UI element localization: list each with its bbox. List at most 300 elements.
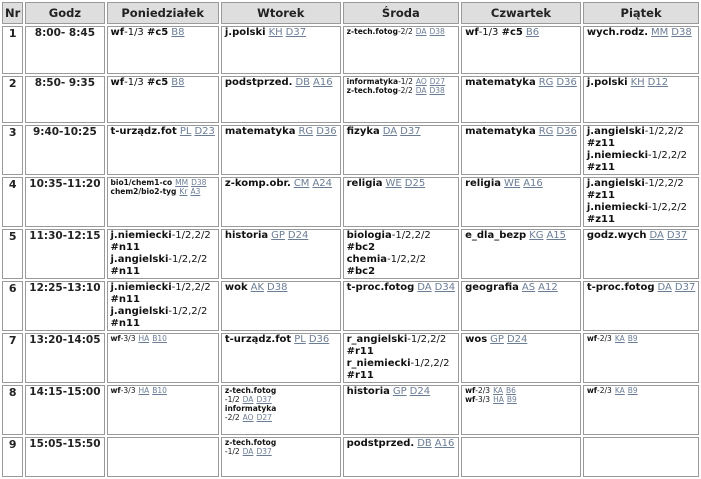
teacher-link[interactable]: AO: [242, 413, 254, 422]
lesson-cell-piatek: [583, 385, 699, 435]
subject-name: t-urządz.fot: [224, 334, 292, 345]
subject-name: geografia: [465, 282, 519, 293]
room-link[interactable]: A16: [313, 77, 333, 88]
subject-name: j.niemiecki: [586, 150, 649, 161]
room-link[interactable]: D37: [256, 395, 272, 404]
teacher-link[interactable]: CM: [293, 178, 310, 189]
lesson-row: [2, 229, 699, 279]
header-wtorek: Wtorek: [221, 2, 341, 24]
teacher-link[interactable]: KH: [630, 77, 645, 88]
lesson-cell-sroda: [343, 177, 459, 227]
lesson-cell-sroda: [343, 385, 459, 435]
lesson-number: 3: [2, 125, 23, 175]
subject-name: matematyka: [224, 126, 296, 137]
lesson-entry: [465, 386, 577, 395]
room-link[interactable]: D36: [316, 126, 337, 137]
subject-name: j.angielski: [586, 178, 645, 189]
lesson-cell-wtorek: [221, 333, 341, 383]
teacher-link[interactable]: HA: [493, 395, 504, 404]
teacher-link[interactable]: KA: [614, 386, 625, 395]
lesson-entry: [465, 77, 577, 89]
room-link[interactable]: D38: [429, 27, 445, 36]
teacher-link[interactable]: DA: [649, 230, 664, 241]
lesson-cell-czwartek: [461, 281, 581, 331]
lesson-row: [2, 76, 699, 123]
subject-name: z-tech.fotog: [346, 86, 398, 95]
lesson-entry: [111, 27, 215, 39]
group-label: -2/2: [224, 413, 240, 422]
lesson-cell-sroda: [343, 26, 459, 74]
lesson-entry: [465, 282, 577, 294]
subject-name: historia: [224, 230, 269, 241]
teacher-link[interactable]: MM: [651, 27, 669, 38]
group-label: -1/2,2/2: [644, 178, 684, 189]
lesson-row: [2, 437, 699, 477]
subject-name: chemia: [346, 254, 388, 265]
class-code: #c5: [146, 27, 169, 38]
teacher-link[interactable]: RG: [538, 126, 554, 137]
teacher-link[interactable]: DA: [382, 126, 398, 137]
lesson-row: [2, 26, 699, 74]
lesson-time: 8:50- 9:35: [25, 76, 104, 123]
subject-name: z-tech.fotog: [224, 438, 277, 447]
lesson-cell-czwartek: [461, 229, 581, 279]
lesson-cell-poniedzialek: [107, 76, 219, 123]
teacher-link[interactable]: PL: [294, 334, 306, 345]
lesson-entry: [347, 386, 455, 398]
subject-name: wok: [224, 282, 248, 293]
subject-name: fizyka: [346, 126, 380, 137]
lesson-entry: [347, 254, 455, 266]
room-link[interactable]: D37: [285, 27, 307, 38]
subject-name: wf: [465, 395, 476, 404]
teacher-link[interactable]: DB: [417, 438, 432, 449]
class-code: #z11: [586, 190, 615, 201]
room-link[interactable]: A16: [523, 178, 543, 189]
lesson-cell-piatek: [583, 76, 699, 123]
lesson-number: 1: [2, 26, 23, 74]
room-link[interactable]: D34: [434, 282, 456, 293]
lesson-entry: [587, 162, 695, 174]
lesson-cell-piatek: [583, 125, 699, 175]
subject-name: wf: [465, 386, 476, 395]
lesson-entry: [465, 230, 577, 242]
teacher-link[interactable]: RG: [298, 126, 314, 137]
lesson-cell-sroda: [343, 437, 459, 477]
lesson-entry: [111, 282, 215, 294]
room-link[interactable]: D24: [506, 334, 528, 345]
teacher-link[interactable]: B6: [525, 27, 540, 38]
group-label: -1/2: [398, 77, 413, 86]
room-link[interactable]: B10: [152, 386, 167, 395]
lesson-cell-poniedzialek: [107, 437, 219, 477]
room-link[interactable]: B6: [506, 386, 516, 395]
timetable-body: [2, 26, 699, 477]
lesson-entry: [225, 404, 337, 413]
lesson-time: 9:40-10:25: [25, 125, 104, 175]
lesson-entry: [347, 230, 455, 242]
lesson-entry: [225, 230, 337, 242]
group-label: -1/3: [124, 27, 144, 38]
lesson-cell-czwartek: [461, 26, 581, 74]
subject-name: wf: [110, 77, 125, 88]
lesson-entry: [111, 266, 215, 278]
lesson-entry: [111, 386, 215, 395]
subject-name: j.angielski: [110, 254, 169, 265]
lesson-row: [2, 125, 699, 175]
header-row: [2, 2, 699, 24]
class-code: #bc2: [346, 266, 376, 277]
teacher-link[interactable]: HA: [138, 386, 150, 395]
lesson-cell-sroda: [343, 281, 459, 331]
lesson-cell-czwartek: [461, 177, 581, 227]
room-link[interactable]: D25: [404, 178, 426, 189]
group-label: -1/2,2/2: [391, 230, 431, 241]
room-link[interactable]: B9: [627, 386, 638, 395]
room-link[interactable]: D24: [287, 230, 309, 241]
class-code: #r11: [346, 346, 374, 357]
room-link[interactable]: D23: [194, 126, 215, 137]
lesson-entry: [225, 282, 337, 294]
room-link[interactable]: A16: [434, 438, 455, 449]
lesson-cell-piatek: [583, 177, 699, 227]
class-code: #r11: [346, 370, 374, 381]
lesson-entry: [587, 202, 695, 214]
lesson-entry: [465, 27, 577, 39]
subject-name: r_angielski: [346, 334, 408, 345]
group-label: -2/3: [597, 334, 612, 343]
lesson-number: 8: [2, 385, 23, 435]
lesson-row: [2, 281, 699, 331]
subject-name: wf: [465, 27, 479, 38]
lesson-entry: [465, 126, 577, 138]
lesson-number: 7: [2, 333, 23, 383]
subject-name: chem2/bio2-tyg: [110, 187, 177, 196]
room-link[interactable]: A15: [546, 230, 567, 241]
class-code: #z11: [586, 138, 615, 149]
lesson-entry: [111, 294, 215, 306]
teacher-link[interactable]: GP: [271, 230, 285, 241]
group-label: -2/2: [397, 86, 413, 95]
teacher-link[interactable]: AŚ: [521, 282, 536, 293]
lesson-time: 13:20-14:05: [25, 333, 104, 383]
subject-name: religia: [346, 178, 383, 189]
teacher-link[interactable]: DA: [415, 27, 427, 36]
teacher-link[interactable]: Kr: [179, 187, 188, 196]
lesson-cell-wtorek: [221, 385, 341, 435]
room-link[interactable]: D36: [556, 126, 577, 137]
group-label: -1/2,2/2: [648, 150, 688, 161]
group-label: -1/2,2/2: [171, 230, 211, 241]
lesson-cell-poniedzialek: [107, 281, 219, 331]
room-link[interactable]: D37: [674, 282, 696, 293]
lesson-number: 6: [2, 281, 23, 331]
lesson-entry: [111, 178, 215, 187]
lesson-entry: [347, 282, 455, 294]
lesson-cell-poniedzialek: [107, 26, 219, 74]
lesson-entry: [347, 178, 455, 190]
lesson-entry: [347, 346, 455, 358]
group-label: -1/2,2/2: [171, 282, 211, 293]
lesson-entry: [587, 77, 695, 89]
lesson-entry: [587, 230, 695, 242]
header-piatek: Piątek: [583, 2, 699, 24]
room-link[interactable]: D38: [267, 282, 288, 293]
teacher-link[interactable]: KH: [268, 27, 283, 38]
teacher-link[interactable]: DA: [242, 447, 254, 456]
lesson-time: 15:05-15:50: [25, 437, 104, 477]
room-link[interactable]: D27: [429, 77, 446, 86]
teacher-link[interactable]: WE: [504, 178, 521, 189]
teacher-link[interactable]: B8: [171, 27, 185, 38]
lesson-entry: [225, 178, 337, 190]
teacher-link[interactable]: GP: [490, 334, 504, 345]
header-godz: Godz: [25, 2, 104, 24]
group-label: -2/3: [597, 386, 612, 395]
lesson-entry: [111, 318, 215, 330]
teacher-link[interactable]: GP: [392, 386, 407, 397]
lesson-entry: [111, 334, 215, 343]
room-link[interactable]: D38: [191, 178, 207, 187]
class-code: #bc2: [346, 242, 376, 253]
room-link[interactable]: D36: [556, 77, 577, 88]
lesson-cell-wtorek: [221, 177, 341, 227]
lesson-cell-piatek: [583, 437, 699, 477]
lesson-cell-sroda: [343, 229, 459, 279]
subject-name: godz.wych: [586, 230, 647, 241]
lesson-entry: [111, 187, 215, 196]
lesson-entry: [347, 77, 455, 86]
lesson-cell-wtorek: [221, 125, 341, 175]
lesson-cell-czwartek: [461, 385, 581, 435]
subject-name: j.polski: [586, 77, 628, 88]
lesson-entry: [225, 386, 337, 395]
lesson-entry: [347, 242, 455, 254]
lesson-number: 2: [2, 76, 23, 123]
subject-name: j.niemiecki: [110, 230, 172, 241]
subject-name: wf: [110, 386, 121, 395]
teacher-link[interactable]: KA: [493, 386, 503, 395]
lesson-cell-sroda: [343, 333, 459, 383]
lesson-entry: [111, 242, 215, 254]
teacher-link[interactable]: DA: [415, 86, 427, 95]
lesson-entry: [111, 254, 215, 266]
subject-name: z-tech.fotog: [346, 27, 398, 36]
lesson-entry: [225, 395, 337, 404]
lesson-row: [2, 385, 699, 435]
lesson-time: 11:30-12:15: [25, 229, 104, 279]
subject-name: podstprzed.: [224, 77, 293, 88]
subject-name: t-proc.fotog: [586, 282, 655, 293]
lesson-cell-wtorek: [221, 281, 341, 331]
lesson-cell-wtorek: [221, 26, 341, 74]
room-link[interactable]: D38: [671, 27, 692, 38]
lesson-entry: [225, 126, 337, 138]
lesson-entry: [587, 386, 695, 395]
class-code: #n11: [110, 294, 140, 305]
lesson-number: 9: [2, 437, 23, 477]
group-label: -1/2,2/2: [648, 202, 688, 213]
lesson-entry: [111, 126, 215, 138]
subject-name: z-komp.obr.: [224, 178, 291, 189]
lesson-cell-czwartek: [461, 333, 581, 383]
group-label: -1/3: [478, 27, 499, 38]
lesson-entry: [347, 266, 455, 278]
group-label: -1/2,2/2: [410, 358, 450, 369]
room-link[interactable]: B9: [506, 395, 517, 404]
lesson-entry: [225, 447, 337, 456]
room-link[interactable]: D37: [256, 447, 272, 456]
lesson-entry: [347, 358, 455, 370]
lesson-cell-piatek: [583, 229, 699, 279]
group-label: -1/2: [224, 395, 240, 404]
subject-name: z-tech.fotog: [224, 386, 277, 395]
subject-name: podstprzed.: [346, 438, 415, 449]
subject-name: bio1/chem1-co: [110, 178, 173, 187]
header-sroda: Środa: [343, 2, 459, 24]
class-code: #z11: [586, 214, 615, 225]
subject-name: wf: [586, 334, 598, 343]
room-link[interactable]: B10: [152, 334, 167, 343]
header-poniedzialek: Poniedziałek: [107, 2, 219, 24]
group-label: -3/3: [475, 395, 491, 404]
teacher-link[interactable]: WE: [385, 178, 402, 189]
lesson-cell-czwartek: [461, 125, 581, 175]
class-code: #n11: [110, 266, 140, 277]
header-czwartek: Czwartek: [461, 2, 581, 24]
room-link[interactable]: D27: [256, 413, 272, 422]
room-link[interactable]: A12: [538, 282, 558, 293]
group-label: -1/3: [124, 77, 144, 88]
teacher-link[interactable]: B8: [171, 77, 185, 88]
lesson-entry: [465, 395, 577, 404]
subject-name: j.niemiecki: [586, 202, 649, 213]
subject-name: informatyka: [346, 77, 399, 86]
room-link[interactable]: A24: [312, 178, 333, 189]
subject-name: r_niemiecki: [346, 358, 411, 369]
room-link[interactable]: D12: [647, 77, 669, 88]
lesson-cell-wtorek: [221, 229, 341, 279]
subject-name: matematyka: [465, 77, 536, 88]
group-label: -1/2,2/2: [644, 126, 684, 137]
class-code: #n11: [110, 318, 140, 329]
lesson-entry: [225, 77, 337, 89]
lesson-entry: [347, 126, 455, 138]
lesson-cell-czwartek: [461, 437, 581, 477]
room-link[interactable]: D37: [666, 230, 688, 241]
room-link[interactable]: D38: [429, 86, 445, 95]
teacher-link[interactable]: DA: [657, 282, 672, 293]
subject-name: wych.rodz.: [586, 27, 649, 38]
subject-name: wf: [586, 386, 598, 395]
group-label: -1/2,2/2: [168, 306, 208, 317]
class-code: #c5: [146, 77, 169, 88]
lesson-entry: [587, 334, 695, 343]
lesson-entry: [111, 230, 215, 242]
lesson-cell-piatek: [583, 333, 699, 383]
teacher-link[interactable]: PL: [179, 126, 192, 137]
subject-name: j.angielski: [586, 126, 645, 137]
room-link[interactable]: D24: [409, 386, 431, 397]
teacher-link[interactable]: MM: [175, 178, 189, 187]
lesson-cell-piatek: [583, 26, 699, 74]
subject-name: religia: [465, 178, 501, 189]
room-link[interactable]: A3: [190, 187, 201, 196]
lesson-cell-poniedzialek: [107, 177, 219, 227]
teacher-link[interactable]: AK: [250, 282, 265, 293]
lesson-time: 10:35-11:20: [25, 177, 104, 227]
subject-name: wf: [110, 27, 125, 38]
subject-name: j.polski: [224, 27, 266, 38]
lesson-row: [2, 177, 699, 227]
group-label: -1/2,2/2: [387, 254, 427, 265]
subject-name: wf: [110, 334, 121, 343]
room-link[interactable]: D36: [308, 334, 330, 345]
lesson-time: 12:25-13:10: [25, 281, 104, 331]
lesson-cell-poniedzialek: [107, 229, 219, 279]
lesson-entry: [111, 77, 215, 89]
lesson-entry: [587, 150, 695, 162]
lesson-row: [2, 333, 699, 383]
teacher-link[interactable]: KA: [614, 334, 625, 343]
subject-name: wos: [465, 334, 488, 345]
lesson-entry: [587, 27, 695, 39]
group-label: -2/2: [397, 27, 413, 36]
lesson-cell-poniedzialek: [107, 125, 219, 175]
lesson-time: 14:15-15:00: [25, 385, 104, 435]
lesson-entry: [347, 334, 455, 346]
teacher-link[interactable]: DA: [417, 282, 432, 293]
teacher-link[interactable]: DA: [242, 395, 254, 404]
lesson-entry: [587, 126, 695, 138]
group-label: -2/3: [475, 386, 491, 395]
lesson-entry: [111, 306, 215, 318]
class-code: #c5: [501, 27, 523, 38]
lesson-entry: [347, 27, 455, 36]
lesson-entry: [347, 370, 455, 382]
group-label: -1/2,2/2: [407, 334, 447, 345]
lesson-number: 4: [2, 177, 23, 227]
lesson-time: 8:00- 8:45: [25, 26, 104, 74]
lesson-entry: [347, 438, 455, 450]
teacher-link[interactable]: DB: [295, 77, 311, 88]
teacher-link[interactable]: KG: [529, 230, 544, 241]
lesson-entry: [225, 27, 337, 39]
lesson-entry: [587, 178, 695, 190]
lesson-entry: [225, 334, 337, 346]
lesson-entry: [587, 190, 695, 202]
subject-name: t-proc.fotog: [346, 282, 415, 293]
group-label: -3/3: [120, 386, 136, 395]
subject-name: j.angielski: [110, 306, 169, 317]
lesson-entry: [465, 334, 577, 346]
subject-name: biologia: [346, 230, 392, 241]
subject-name: matematyka: [465, 126, 536, 137]
room-link[interactable]: D37: [400, 126, 421, 137]
group-label: -1/2,2/2: [168, 254, 208, 265]
teacher-link[interactable]: RG: [538, 77, 554, 88]
group-label: -1/2: [224, 447, 240, 456]
teacher-link[interactable]: AO: [415, 77, 427, 86]
room-link[interactable]: B9: [627, 334, 638, 343]
lesson-entry: [587, 138, 695, 150]
lesson-cell-sroda: [343, 125, 459, 175]
subject-name: j.niemiecki: [110, 282, 172, 293]
teacher-link[interactable]: HA: [138, 334, 150, 343]
lesson-entry: [347, 86, 455, 95]
lesson-cell-poniedzialek: [107, 333, 219, 383]
lesson-cell-poniedzialek: [107, 385, 219, 435]
